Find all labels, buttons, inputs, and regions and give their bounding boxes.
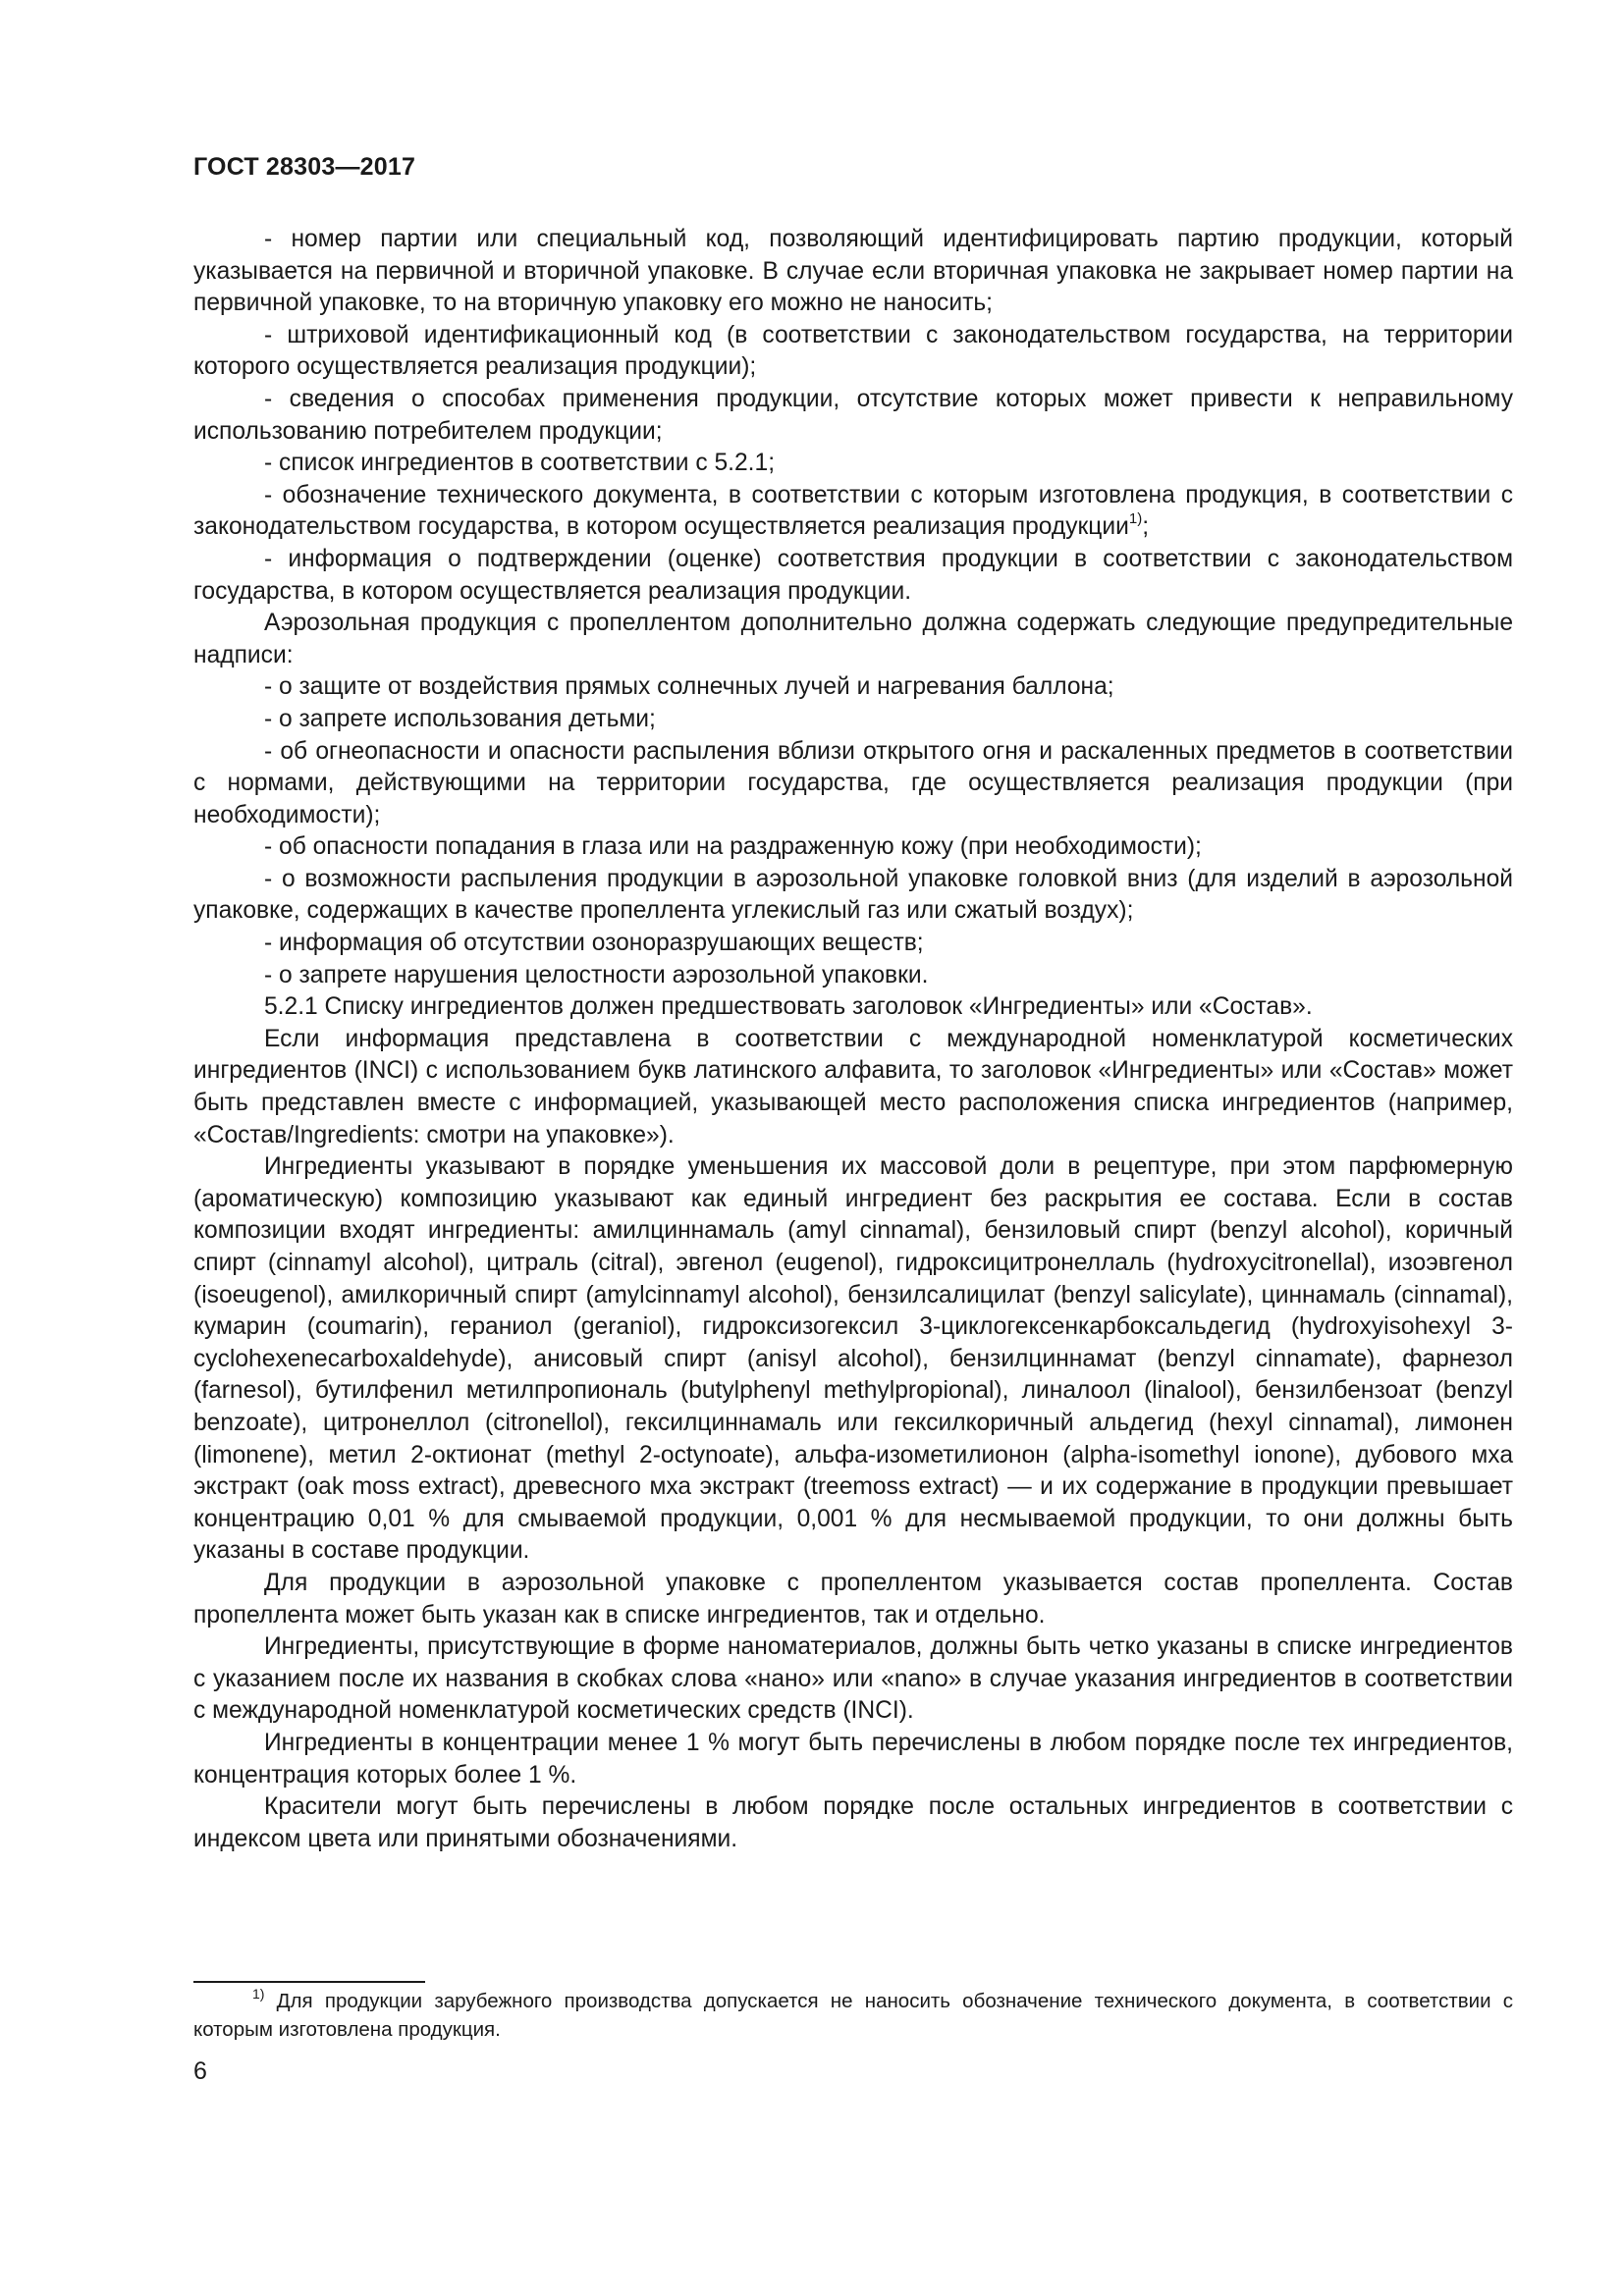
footnote-mark: 1) [252, 1986, 265, 2002]
document-header: ГОСТ 28303—2017 [193, 153, 416, 181]
footnote [193, 1987, 1513, 2044]
paragraph-aerosol-warnings-intro: Аэрозольная продукция с пропеллентом дополнительно должна содержать следующие предупредительные надписи: [193, 610, 1513, 668]
footnote-reference-punct: ; [1142, 513, 1150, 541]
paragraph-batch-number: - номер партии или специальный код, позволяющий идентифицировать партию продукции, который указывается на первичной и вторичной упаковке. В случае если вторичная упаковка не закрывает номер партии на первичной упаковке, то на вторичную упаковку его можно не наносить; [193, 226, 1513, 317]
paragraph-colorants: Красители могут быть перечислены в любом порядке после остальных ингредиентов в соответствии с индексом цвета или принятыми обозначениями. [193, 1793, 1513, 1852]
page-number: 6 [193, 2057, 207, 2085]
paragraph-usage-info: - сведения о способах применения продукции, отсутствие которых может привести к неправильному использованию потребителем продукции; [193, 385, 1513, 445]
paragraph-propellant-composition: Для продукции в аэрозольной упаковке с пропеллентом указывается состав пропеллента. Состав пропеллента может быть указан как в списке ингредиентов, так и отдельно. [193, 1569, 1513, 1629]
paragraph-technical-document-text: - обозначение технического документа, в соответствии с которым изготовлена продукция, в соответствии с законодательством государства, в котором осуществляется реализация продукции [193, 481, 1513, 541]
paragraph-barcode: - штриховой идентификационный код (в соответствии с законодательством государства, на территории которого осуществляется реализация продукции); [193, 321, 1513, 381]
footnote-divider [193, 1981, 425, 1983]
paragraph-flammability-warning: - об огнеопасности и опасности распыления вблизи открытого огня и раскаленных предметов в соответствии с нормами, действующими на территории государства, где осуществляется реализация продукции (при необходимости); [193, 737, 1513, 828]
paragraph-ozone-info: - информация об отсутствии озоноразрушающих веществ; [264, 930, 924, 957]
paragraph-conformity-info: - информация о подтверждении (оценке) соответствия продукции в соответствии с законодательством государства, в котором осуществляется реализация продукции. [193, 545, 1513, 605]
paragraph-children-warning: - о запрете использования детьми; [264, 705, 656, 732]
paragraph-technical-document [193, 480, 1513, 544]
footnote-text: Для продукции зарубежного производства допускается не наносить обозначение технического документа, в соответствии с которым изготовлена продукция. [193, 1990, 1513, 2041]
paragraph-clause-5-2-1: 5.2.1 Списку ингредиентов должен предшествовать заголовок «Ингредиенты» или «Состав». [264, 993, 1313, 1021]
paragraph-ingredient-order: Ингредиенты указывают в порядке уменьшения их массовой доли в рецептуре, при этом парфюмерную (ароматическую) композицию указывают как единый ингредиент без раскрытия ее состава. Если в состав композиции входят ингредиенты: амилциннамаль (amyl cinnamal), бензиловый спирт (benzyl alcohol), коричный спирт (cinnamyl alcohol), цитраль (citral), эвгенол (eugenol), гидроксицитронеллаль (hydroxycitronellal), изоэвгенол (isoeugenol), амилкоричный спирт (amylcinnamyl alcohol), бензилсалицилат (benzyl salicylate), циннамаль (cinnamal), кумарин (coumarin), гераниол (geraniol), гидроксизогексил 3-циклогексенкарбоксальдегид (hydroxyisohexyl 3-cyclohexenecarboxaldehyde), анисовый спирт (anisyl alcohol), бензилциннамат (benzyl cinnamate), фарнезол (farnesol), бутилфенил метилпропиональ (butylphenyl methylpropional), линалоол (linalool), бензилбензоат (benzyl benzoate), цитронеллол (citronellol), гексилциннамаль или гексилкоричный альдегид (hexyl cinnamal), лимонен (limonene), метил 2-октионат (methyl 2-octynoate), альфа-изометилионон (alpha-isomethyl ionone), дубового мха экстракт (oak moss extract), древесного мха экстракт (treemoss extract) — и их содержание в продукции превышает концентрацию 0,01 % для смываемой продукции, 0,001 % для несмываемой продукции, то они должны быть указаны в составе продукции. [193, 1153, 1513, 1565]
paragraph-upside-down-spray: - о возможности распыления продукции в аэрозольной упаковке головкой вниз (для изделий в аэрозольной упаковке, содержащих в качестве пропеллента углекислый газ или сжатый воздух); [193, 865, 1513, 925]
paragraph-nanomaterials: Ингредиенты, присутствующие в форме наноматериалов, должны быть четко указаны в списке ингредиентов с указанием после их названия в скобках слова «нано» или «nano» в случае указания ингредиентов в соответствии с международной номенклатурой косметических средств (INCI). [193, 1633, 1513, 1725]
paragraph-ingredients-list: - список ингредиентов в соответствии с 5.2.1; [264, 450, 776, 477]
paragraph-eye-skin-warning: - об опасности попадания в глаза или на раздраженную кожу (при необходимости); [264, 833, 1202, 861]
document-body [193, 224, 1513, 1855]
paragraph-low-concentration: Ингредиенты в концентрации менее 1 % могут быть перечислены в любом порядке после тех ингредиентов, концентрация которых более 1 %. [193, 1729, 1513, 1789]
paragraph-integrity-warning: - о запрете нарушения целостности аэрозольной упаковки. [264, 961, 929, 988]
paragraph-sunlight-warning: - о защите от воздействия прямых солнечных лучей и нагревания баллона; [264, 673, 1114, 701]
paragraph-inci-info: Если информация представлена в соответствии с международной номенклатурой косметических ингредиентов (INCI) с использованием букв латинского алфавита, то заголовок «Ингредиенты» или «Состав» может быть представлен вместе с информацией, указывающей место расположения списка ингредиентов (например, «Состав/Ingredients: смотри на упаковке»). [193, 1025, 1513, 1148]
footnote-reference: 1) [1128, 510, 1143, 528]
